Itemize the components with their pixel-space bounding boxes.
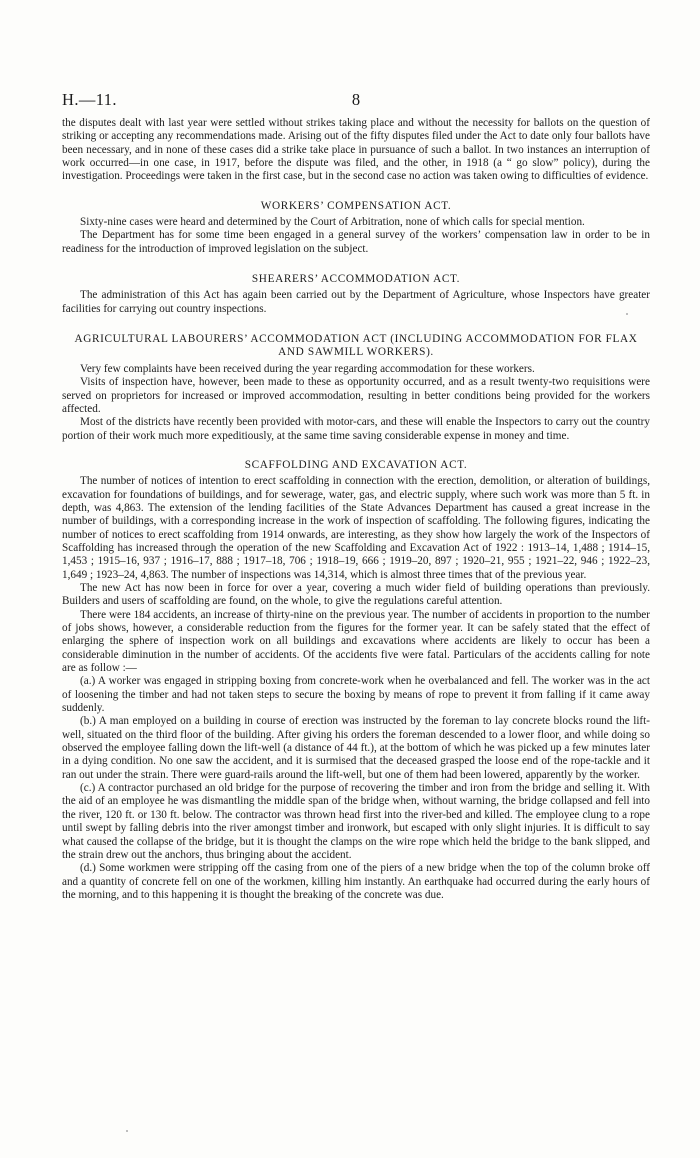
section-heading-agricultural-labourers: AGRICULTURAL LABOURERS’ ACCOMMODATION ACT (INCLUDING ACCOMMODATION FOR FLAX AND SAWMILL WORKERS). <box>74 333 638 359</box>
paragraph: There were 184 accidents, an increase of thirty-nine on the previous year. The number of accidents in proportion to the number of jobs shows, however, a considerable reduction from the figures for the former year. It can be safely stated that the effect of enlarging the sphere of inspection work on all buildings and excavations where accidents are likely to occur has been a considerable diminution in the number of accidents. Of the accidents five were fatal. Particulars of the accidents calling for note are as follow :— <box>62 608 650 675</box>
paragraph: The number of notices of intention to erect scaffolding in connection with the erection, demolition, or alteration of buildings, excavation for foundations of buildings, and for sewerage, water, gas, and electric supply, where such work was more than 5 ft. in depth, was 4,863. The extension of the lending facilities of the State Advances Department has caused a great increase in the number of buildings, with a corresponding increase in the work of inspection of scaffolding. The following figures, indicating the number of notices to erect scaffolding from 1914 onwards, are interesting, as they show how largely the work of the Inspectors of Scaffolding has increased through the operation of the new Scaffolding and Excavation Act of 1922 : 1913–14, 1,488 ; 1914–15, 1,453 ; 1915–16, 937 ; 1916–17, 888 ; 1917–18, 706 ; 1918–19, 666 ; 1919–20, 897 ; 1920–21, 955 ; 1921–22, 946 ; 1922–23, 1,649 ; 1923–24, 4,863. The number of inspections was 14,314, which is almost three times that of the previous year. <box>62 475 650 581</box>
paragraph: The new Act has now been in force for over a year, covering a much wider field of building operations than previously. Builders and users of scaffolding are found, on the whole, to give the regulations careful attention. <box>62 581 650 608</box>
page-number: 8 <box>351 90 361 109</box>
accident-item-c: (c.) A contractor purchased an old bridge for the purpose of recovering the timber and iron from the bridge and selling it. With the aid of an employee he was dismantling the middle span of the bridge when, without warning, the bridge collapsed and fell into the river, 120 ft. or 130 ft. below. The contractor was thrown head first into the river-bed and killed. The employee clung to a rope until swept by falling debris into the river amongst timber and ironwork, but escaped with only slight injuries. It is difficult to say what caused the collapse of the bridge, but it is thought the clamps on the wire rope which held the bridge to the bank slipped, and the strain drew out the anchors, thus bringing about the accident. <box>62 782 650 861</box>
accident-item-b: (b.) A man employed on a building in course of erection was instructed by the foreman to lay concrete blocks round the lift-well, situated on the third floor of the building. After giving his orders the foreman descended to a lower floor, and while doing so observed the employee falling down the lift-well (a distance of 44 ft.), at the bottom of which he was picked up a few minutes later in a dying condition. No one saw the accident, and it is surmised that the deceased grasped the loose end of the rope-tackle and it ran out under the strain. There were guard-rails around the lift-well, but one of them had been lowered, apparently by the worker. <box>62 715 650 781</box>
section-heading-scaffolding-excavation: SCAFFOLDING AND EXCAVATION ACT. <box>244 458 468 471</box>
paragraph: Visits of inspection have, however, been made to these as opportunity occurred, and as a result twenty-two requisitions were served on proprietors for increased or improved accommodation, resulting in better conditions being provided for the workers affected. <box>62 376 650 415</box>
paragraph: The administration of this Act has again been carried out by the Department of Agriculture, whose Inspectors have greater facilities for carrying out country inspections. <box>62 289 650 315</box>
paragraph-continued: the disputes dealt with last year were settled without strikes taking place and without the necessity for ballots on the question of striking or accepting any recommendations made. Arising out of the fifty disputes filed under the Act to date only four ballots have been necessary, and in none of these cases did a strike take place in pursuance of such a ballot. In two instances an interruption of work occurred—in one case, in 1917, before the dispute was filed, and the other, in 1918 (a “ go slow” policy), during the investigation. Proceedings were taken in the first case, but in the second case no action was taken owing to difficulties of evidence. <box>62 117 650 183</box>
paper-speck <box>126 1130 128 1132</box>
paper-speck <box>626 313 628 315</box>
accident-item-a: (a.) A worker was engaged in stripping boxing from concrete-work when he overbalanced and fell. The worker was in the act of loosening the timber and had not taken steps to secure the boxing by means of rope to prevent it from falling if it came away suddenly. <box>62 675 650 715</box>
paragraph: Sixty-nine cases were heard and determined by the Court of Arbitration, none of which calls for special mention. <box>80 216 585 229</box>
body-text <box>62 117 650 902</box>
document-reference: H.—11. <box>62 90 117 109</box>
section-heading-workers-compensation: WORKERS’ COMPENSATION ACT. <box>260 199 452 212</box>
section-heading-shearers-accommodation: SHEARERS’ ACCOMMODATION ACT. <box>251 273 461 286</box>
paragraph: Very few complaints have been received during the year regarding accommodation for these workers. <box>80 362 535 375</box>
running-header <box>62 90 650 108</box>
paragraph: The Department has for some time been engaged in a general survey of the workers’ compensation law in order to be in readiness for the introduction of improved legislation on the subject. <box>62 229 650 255</box>
paragraph: Most of the districts have recently been provided with motor-cars, and these will enable the Inspectors to carry out the country portion of their work much more expeditiously, at the same time saving considerable expense in money and time. <box>62 416 650 442</box>
accident-item-d: (d.) Some workmen were stripping off the casing from one of the piers of a new bridge when the top of the column broke off and a quantity of concrete fell on one of the workmen, killing him instantly. An earthquake had occurred during the early hours of the morning, and to this happening it is thought the breaking of the concrete was due. <box>62 862 650 901</box>
